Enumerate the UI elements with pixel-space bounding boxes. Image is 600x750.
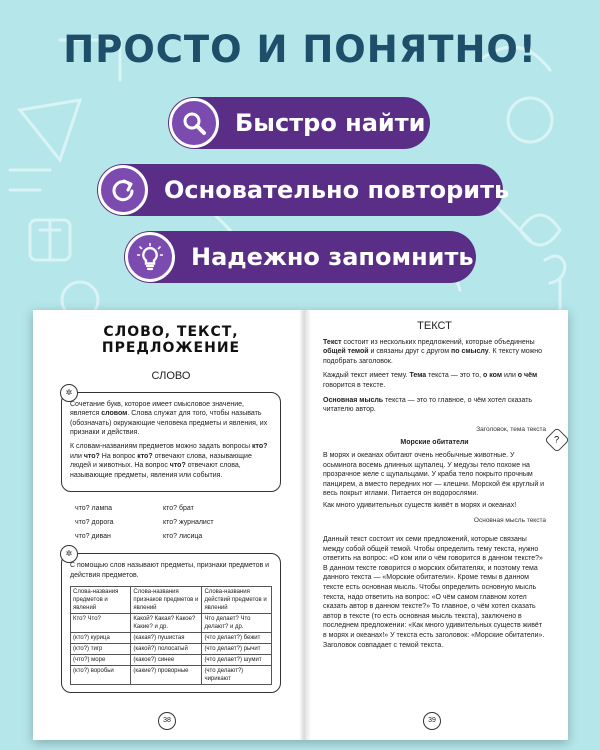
remember-reliably-pill (124, 231, 476, 283)
table-cell: Что делает? Что делают? и др. (202, 614, 272, 633)
annotation-main-idea: Основная мысль текста (473, 516, 546, 524)
table-cell: (какие?) проворные (131, 666, 202, 685)
table-cell: (кто?) воробьи (71, 666, 131, 685)
word-example: что? лампа (75, 505, 112, 513)
theme-definition: Каждый текст имеет тему. Тема текста — это то, о ком или о чём говорится в тексте. (323, 372, 538, 389)
table-cell: (что делают?) чирикают (202, 666, 272, 685)
open-book (33, 310, 568, 740)
table-row (71, 655, 272, 666)
page-number: 38 (158, 712, 176, 730)
table-cell: (что?) море (71, 655, 131, 666)
table-cell: Кто? Что? (71, 614, 131, 633)
story-title: Морские обитатели (400, 439, 469, 447)
table-cell: Какой? Какая? Какое? Какие? и др. (131, 614, 202, 633)
word-examples (75, 504, 281, 541)
table-header: Слова-названия действий предметов и явлений (202, 587, 272, 614)
parts-box (61, 549, 281, 693)
table-row (71, 666, 272, 685)
word-example: кто? брат (163, 505, 194, 513)
page-title: ТЕКСТ (417, 320, 452, 332)
pill-label: Надежно запомнить (191, 243, 474, 271)
table-cell: (кто?) тигр (71, 644, 131, 655)
wheel-icon: ✲ (60, 545, 78, 563)
section-heading: СЛОВО (151, 370, 191, 382)
title-line: ПРЕДЛОЖЕНИЕ (101, 340, 241, 356)
table-header: Слова-названия предметов и явлений (71, 587, 131, 614)
table-header-row (71, 587, 272, 614)
definition-box (61, 387, 281, 493)
pill-label: Основательно повторить (164, 176, 510, 204)
diamond-hint-icon: ? (544, 427, 569, 452)
left-page (33, 310, 301, 740)
table-cell: (кто?) курица (71, 633, 131, 644)
repeat-thoroughly-pill (97, 164, 510, 216)
word-types-table (70, 586, 272, 685)
story-text: В морях и океанах обитают очень необычные животные. У осьминога восемь длинных щупалец. У медузы тело похоже на прозрачное желе с щупальцами. У краба тело покрыто прочным панцирем, а вместо передних ног — клешни. Морской ёж круглый и весь покрыт иглами. Питается он водорослями. (323, 451, 545, 498)
table-cell: (какой?) полосатый (131, 644, 202, 655)
wheel-icon: ✲ (60, 384, 78, 402)
table-cell: (что делает?) рычит (202, 644, 272, 655)
right-page (311, 310, 568, 740)
table-cell: (какое?) синее (131, 655, 202, 666)
lightbulb-icon (125, 232, 175, 282)
parts-intro: С помощью слов называют предметы, признаки предметов и действия предметов. (70, 562, 270, 579)
headline: ПРОСТО И ПОНЯТНО! (63, 28, 537, 71)
word-example: кто? лисица (163, 532, 203, 540)
find-quickly-pill (168, 97, 430, 149)
table-cell: (что делает?) шумит (202, 655, 272, 666)
table-cell: (какая?) пушистая (131, 633, 202, 644)
title-line: СЛОВО, ТЕКСТ, (103, 324, 239, 340)
main-idea-definition: Основная мысль текста — это то главное, о чём хотел сказать читателю автор. (323, 396, 533, 414)
word-example: что? дорога (75, 518, 114, 526)
table-cell: (что делает?) бежит (202, 633, 272, 644)
table-row (71, 614, 272, 633)
pill-label: Быстро найти (235, 109, 426, 137)
table-row (71, 633, 272, 644)
definition-paragraph: Сочетание букв, которое имеет смысловое значение, является словом. Слова служат для того, чтобы называть (обозначать) окружающие человека предметы и явления, их признаки и действия. (70, 400, 268, 437)
page-number: 39 (423, 712, 441, 730)
text-definition: Текст состоит из нескольких предложений, которые объединены общей темой и связаны друг с другом по смыслу. К тексту можно подобрать заголовок. (323, 338, 543, 365)
table-row (71, 644, 272, 655)
annotation-title: Заголовок, тема текста (476, 425, 546, 433)
refresh-icon (98, 165, 148, 215)
table-header: Слова-названия признаков предметов и явлений (131, 587, 202, 614)
analysis-paragraph: Данный текст состоит их семи предложений, которые связаны между собой общей темой. Чтобы определить тему текста, нужно ответить на вопрос: «О ком или о чём говорится в данном тексте?» В данном тексте говорится о морских обитателях, и поэтому тема данного текста — «Морские обитатели». Кроме темы в данном тексте есть основная мысль. Чтобы определить основную мысль текста, надо ответить на вопрос: «О чём самом главном хотел сказать автор в данном тексте?» То главное, о чём хотел сказать автор в тексте (то есть основная мысль текста), заключено в последнем предложении: «Как много удивительных существ живёт в морях и океанах!» У текста есть заголовок: «Морские обитатели». Заголовок совпадает с темой текста. (323, 536, 545, 649)
word-example: кто? журналист (163, 518, 214, 526)
story-last-sentence: Как много удивительных существ живёт в морях и океанах! (323, 501, 517, 509)
page-title (61, 324, 281, 356)
word-example: что? диван (75, 532, 111, 540)
question-paragraph: К словам-названиям предметов можно задать вопросы кто? или что? На вопрос кто? отвечают слова, называющие людей и животных. На вопрос что? отвечают слова, называющие предметы, явления или события. (70, 442, 268, 479)
search-icon (169, 98, 219, 148)
